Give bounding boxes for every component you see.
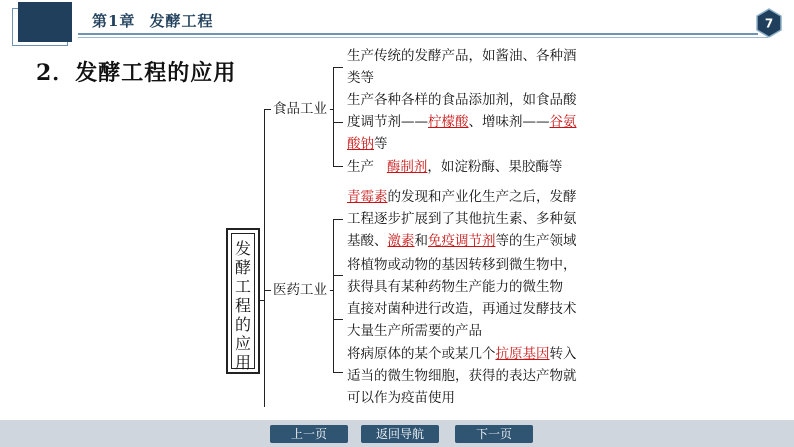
food-item-3: 生产 酶制剂，如淀粉酶、果胶酶等 <box>347 159 563 175</box>
medicine-item-4: 将病原体的某个或某几个抗原基因转入 适当的微生物细胞，获得的表达产物就 可以作为疫苗使用 <box>347 346 577 406</box>
medicine-item-3: 直接对菌种进行改造，再通过发酵技术 大量生产所需要的产品 <box>347 301 577 339</box>
branch-label-food: 食品工业 <box>273 101 327 117</box>
root-char: 酵 <box>234 258 251 277</box>
food-item-2: 生产各种各样的食品添加剂，如食品酸 度调节剂——柠檬酸、增味剂——谷氨 酸钠等 <box>347 92 577 152</box>
answer-blank: 抗原基因 <box>495 346 550 362</box>
answer-blank: 免疫调节剂 <box>428 233 496 249</box>
header-rule <box>78 33 758 35</box>
answer-blank: 青霉素 <box>347 189 388 205</box>
back-to-nav-button[interactable]: 返回导航 <box>361 425 439 443</box>
chapter-title: 发酵工程 <box>149 12 214 30</box>
prev-page-button[interactable]: 上一页 <box>270 425 348 443</box>
header-block <box>18 2 72 42</box>
medicine-tick <box>333 372 343 373</box>
branch-label-medicine: 医药工业 <box>273 282 327 298</box>
root-char: 应 <box>234 334 251 353</box>
medicine-bracket <box>333 219 334 372</box>
food-tick <box>333 166 343 167</box>
section-title: 2．发酵工程的应用 <box>36 60 237 86</box>
medicine-tick <box>333 319 343 320</box>
medicine-tick <box>333 219 343 220</box>
medicine-connector <box>264 290 271 291</box>
root-char: 用 <box>234 353 251 372</box>
next-page-button[interactable]: 下一页 <box>455 425 533 443</box>
root-char: 工 <box>234 277 251 296</box>
medicine-item-2: 将植物或动物的基因转移到微生物中， 获得具有某种药物生产能力的微生物 <box>347 257 577 295</box>
food-tick <box>333 122 343 123</box>
answer-blank: 酸钠 <box>347 136 374 152</box>
answer-blank: 柠檬酸 <box>428 114 469 130</box>
chapter-header <box>92 10 213 31</box>
food-item-1: 生产传统的发酵产品，如酱油、各种酒 类等 <box>347 48 577 86</box>
root-char: 的 <box>234 315 251 334</box>
food-bracket <box>333 67 334 167</box>
food-tick <box>333 67 343 68</box>
hexagon-icon <box>754 8 784 38</box>
root-char: 发 <box>234 239 251 258</box>
header-rule-thin <box>78 37 768 38</box>
page-number: 7 <box>764 16 774 31</box>
medicine-item-1: 青霉素的发现和产业化生产之后，发酵 工程逐步扩展到了其他抗生素、多种氨 基酸、激素和免疫调节剂等的生产领域 <box>347 189 577 249</box>
page-number-badge <box>754 8 784 38</box>
answer-blank: 激素 <box>387 233 415 249</box>
answer-blank: 谷氨 <box>549 114 577 130</box>
root-label-box <box>226 228 260 374</box>
chapter-number: 第1章 <box>92 12 136 30</box>
root-char: 程 <box>234 296 251 315</box>
answer-blank: 酶制剂 <box>386 159 428 175</box>
tree-connector <box>260 300 265 301</box>
tree-trunk <box>264 109 265 407</box>
medicine-tick <box>333 275 343 276</box>
food-connector <box>264 109 271 110</box>
